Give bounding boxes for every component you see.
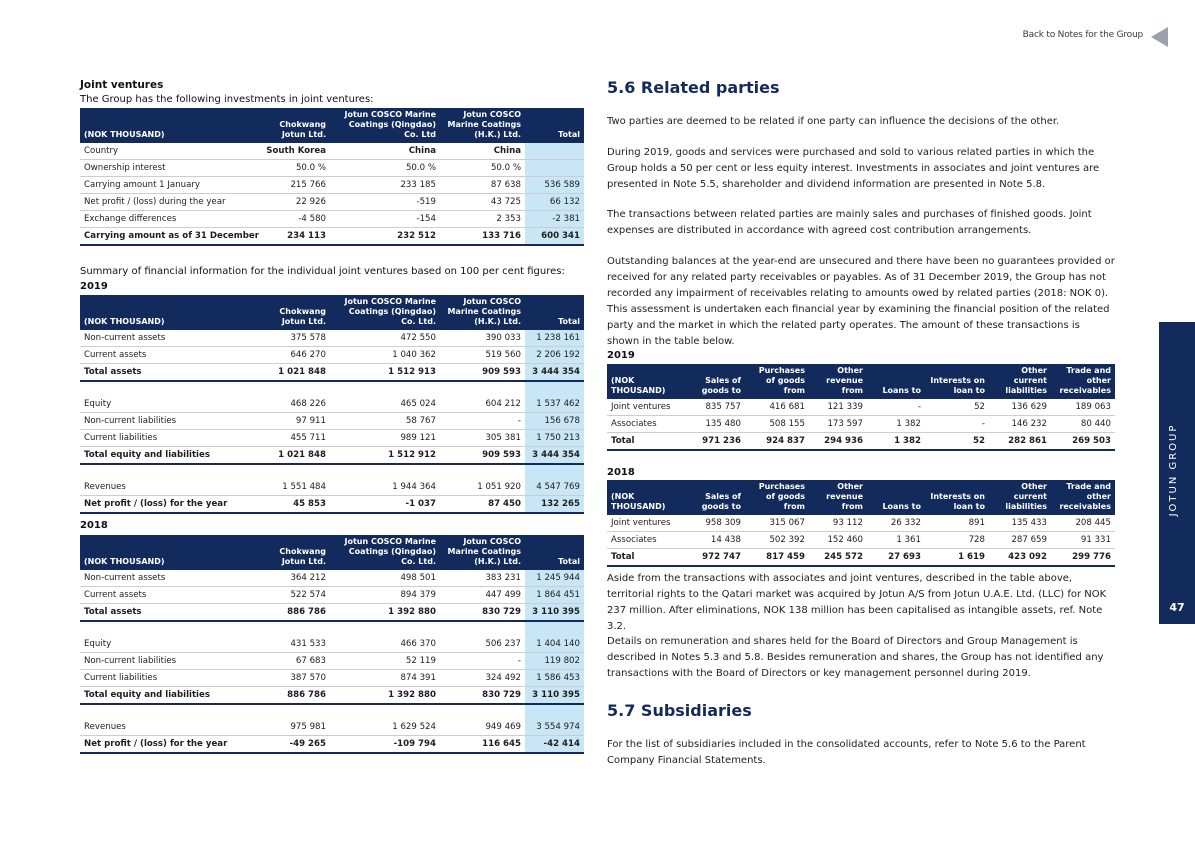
cell-value: 886 786 (250, 604, 330, 622)
related-p3: The transactions between related parties are mainly sales and purchases of finished goods. Joint expenses are distributed in accordance with agreed cost contribution arrangements. (607, 209, 1092, 236)
related-parties-heading: 5.6 Related parties (607, 78, 780, 97)
cell-value: 80 440 (1051, 416, 1115, 433)
cell-value: 364 212 (250, 570, 330, 587)
cell-value: 3 110 395 (525, 687, 584, 705)
cell-value: 958 309 (687, 515, 745, 532)
cell-value: 282 861 (989, 433, 1051, 451)
cell-value: 1 750 213 (525, 430, 584, 447)
row-label: Revenues (80, 479, 250, 496)
cell-value: 52 (925, 433, 989, 451)
row-label: Revenues (80, 719, 250, 736)
cell-value: China (440, 143, 525, 160)
cell-value: 1 051 920 (440, 479, 525, 496)
cell-value: - (925, 416, 989, 433)
cell-value: 121 339 (809, 399, 867, 416)
cell-value: 22 926 (250, 194, 330, 211)
cell-value: -109 794 (330, 736, 440, 754)
cell-value: 1 392 880 (330, 687, 440, 705)
cell-value: -1 037 (330, 496, 440, 514)
column-header: (NOK THOUSAND) (80, 108, 250, 143)
cell-value: 1 551 484 (250, 479, 330, 496)
cell-value: 989 121 (330, 430, 440, 447)
table-row (80, 381, 584, 396)
table-row (607, 549, 1115, 567)
column-header: Sales of goods to (687, 480, 745, 515)
jv-title: Joint ventures (80, 79, 164, 91)
cell-value: 1 040 362 (330, 347, 440, 364)
cell-value: - (440, 413, 525, 430)
row-label: Current assets (80, 347, 250, 364)
cell-value: 1 392 880 (330, 604, 440, 622)
cell-value: 67 683 (250, 653, 330, 670)
table-row (80, 413, 584, 430)
row-label: Carrying amount 1 January (80, 177, 250, 194)
row-label: Total (607, 433, 687, 451)
column-header: (NOK THOUSAND) (607, 480, 687, 515)
table-row (80, 704, 584, 719)
row-label: Associates (607, 416, 687, 433)
row-label: Current assets (80, 587, 250, 604)
table-row (80, 464, 584, 479)
cell-value: -154 (330, 211, 440, 228)
table-row (80, 396, 584, 413)
cell-value: 390 033 (440, 330, 525, 347)
cell-value: 1 512 913 (330, 364, 440, 382)
table-row (607, 532, 1115, 549)
cell-value: 45 853 (250, 496, 330, 514)
cell-value: 817 459 (745, 549, 809, 567)
cell-value: 135 480 (687, 416, 745, 433)
table-row (80, 479, 584, 496)
summary-2019-year: 2019 (80, 281, 108, 292)
cell-value: 604 212 (440, 396, 525, 413)
table-row (80, 211, 584, 228)
summary-2018-table (80, 535, 584, 754)
related-2018-table (607, 480, 1115, 567)
jv-investments-table (80, 108, 584, 246)
cell-value: 189 063 (1051, 399, 1115, 416)
table-row (80, 736, 584, 754)
cell-value: 133 716 (440, 228, 525, 246)
cell-value: 4 547 769 (525, 479, 584, 496)
cell-value: 455 711 (250, 430, 330, 447)
cell-value: 269 503 (1051, 433, 1115, 451)
cell-value: 536 589 (525, 177, 584, 194)
table-row (607, 433, 1115, 451)
page-number: 47 (1169, 601, 1185, 614)
table-row (80, 653, 584, 670)
row-label: Ownership interest (80, 160, 250, 177)
related-p5: Aside from the transactions with associates and joint ventures, described in the table above, territorial rights to the Qatari market was acquired by Jotun A/S from Jotun U.A.E. Ltd. (LLC) for NOK 237 million. After eliminations, NOK 138 million has been capitalised as intangible assets, ref. Note 3.2. (607, 573, 1107, 632)
cell-value: 1 238 161 (525, 330, 584, 347)
column-header: Jotun COSCO Marine Coatings (Qingdao) Co. Ltd. (330, 535, 440, 570)
table-row (80, 447, 584, 465)
column-header: Total (525, 108, 584, 143)
table-row (80, 719, 584, 736)
cell-value: 173 597 (809, 416, 867, 433)
cell-value: 50.0 % (330, 160, 440, 177)
table-row (80, 177, 584, 194)
cell-value: -4 580 (250, 211, 330, 228)
column-header: Purchases of goods from (745, 364, 809, 399)
cell-value: 423 092 (989, 549, 1051, 567)
column-header: Purchases of goods from (745, 480, 809, 515)
cell-value: - (867, 399, 925, 416)
cell-value: 519 560 (440, 347, 525, 364)
table-row (80, 636, 584, 653)
row-label: Current liabilities (80, 430, 250, 447)
table-row (80, 570, 584, 587)
cell-value: 87 638 (440, 177, 525, 194)
table-row (80, 143, 584, 160)
column-header: Total (525, 295, 584, 330)
column-header: Chokwang Jotun Ltd. (250, 108, 330, 143)
row-label: Total equity and liabilities (80, 687, 250, 705)
cell-value: 1 382 (867, 433, 925, 451)
cell-value: 58 767 (330, 413, 440, 430)
cell-value: -2 381 (525, 211, 584, 228)
side-tab-label: JOTUN GROUP (1168, 423, 1179, 517)
cell-value: - (440, 653, 525, 670)
cell-value: 949 469 (440, 719, 525, 736)
table-row (80, 330, 584, 347)
column-header: Other current liabilities (989, 480, 1051, 515)
cell-value: 498 501 (330, 570, 440, 587)
column-header: (NOK THOUSAND) (607, 364, 687, 399)
row-label: Total assets (80, 364, 250, 382)
cell-value: 468 226 (250, 396, 330, 413)
column-header: Interests on loan to (925, 364, 989, 399)
cell-value: 835 757 (687, 399, 745, 416)
cell-value: 146 232 (989, 416, 1051, 433)
column-header: Other revenue from (809, 480, 867, 515)
cell-value: 1 361 (867, 532, 925, 549)
cell-value: 506 237 (440, 636, 525, 653)
cell-value: 299 776 (1051, 549, 1115, 567)
row-label: Non-current assets (80, 330, 250, 347)
cell-value: 465 024 (330, 396, 440, 413)
row-label: Non-current liabilities (80, 653, 250, 670)
table-row (80, 670, 584, 687)
cell-value: 1 021 848 (250, 364, 330, 382)
cell-value: -519 (330, 194, 440, 211)
cell-value: 1 586 453 (525, 670, 584, 687)
cell-value: 1 382 (867, 416, 925, 433)
cell-value: 728 (925, 532, 989, 549)
table-row (607, 416, 1115, 433)
row-label: Exchange differences (80, 211, 250, 228)
cell-value: 50.0 % (440, 160, 525, 177)
row-label: Non-current liabilities (80, 413, 250, 430)
column-header: Trade and other receivables (1051, 480, 1115, 515)
cell-value: 522 574 (250, 587, 330, 604)
summary-2019-table (80, 295, 584, 514)
column-header: Loans to (867, 364, 925, 399)
row-label: Joint ventures (607, 515, 687, 532)
related-2019-year: 2019 (607, 350, 635, 361)
column-header: Interests on loan to (925, 480, 989, 515)
cell-value: 600 341 (525, 228, 584, 246)
related-p2: During 2019, goods and services were purchased and sold to various related parties in which the Group holds a 50 per cent or less equity interest. Investments in associates and joint ventures are presented in Note 5.5, shareholder and dividend information are presented in Note 5.8. (607, 147, 1100, 190)
subsidiaries-heading: 5.7 Subsidiaries (607, 701, 752, 720)
cell-value: 466 370 (330, 636, 440, 653)
row-label: Total assets (80, 604, 250, 622)
cell-value: 26 332 (867, 515, 925, 532)
cell-value: 14 438 (687, 532, 745, 549)
cell-value (525, 143, 584, 160)
related-p1: Two parties are deemed to be related if one party can influence the decisions of the other. (607, 116, 1060, 127)
cell-value: 43 725 (440, 194, 525, 211)
cell-value: China (330, 143, 440, 160)
cell-value: 294 936 (809, 433, 867, 451)
related-2019-table (607, 364, 1115, 451)
cell-value: 1 245 944 (525, 570, 584, 587)
cell-value: 156 678 (525, 413, 584, 430)
back-arrow-icon[interactable] (1151, 27, 1168, 47)
cell-value: 324 492 (440, 670, 525, 687)
table-row (80, 430, 584, 447)
column-header: Other current liabilities (989, 364, 1051, 399)
cell-value: 233 185 (330, 177, 440, 194)
row-label: Carrying amount as of 31 December (80, 228, 250, 246)
cell-value: 234 113 (250, 228, 330, 246)
cell-value: 116 645 (440, 736, 525, 754)
cell-value: 3 554 974 (525, 719, 584, 736)
column-header: (NOK THOUSAND) (80, 535, 250, 570)
column-header: Sales of goods to (687, 364, 745, 399)
column-header: Chokwang Jotun Ltd. (250, 295, 330, 330)
table-row (607, 399, 1115, 416)
column-header: Jotun COSCO Marine Coatings (Qingdao) Co. Ltd. (330, 295, 440, 330)
row-label: Net profit / (loss) during the year (80, 194, 250, 211)
cell-value: 3 444 354 (525, 364, 584, 382)
cell-value: 287 659 (989, 532, 1051, 549)
row-label: Net profit / (loss) for the year (80, 496, 250, 514)
related-p6: Details on remuneration and shares held for the Board of Directors and Group Management is described in Notes 5.3 and 5.8. Besides remuneration and shares, the Group has not identified any transactions with the Board of Directors or key management personnel during 2019. (607, 636, 1104, 679)
cell-value: 136 629 (989, 399, 1051, 416)
cell-value: 91 331 (1051, 532, 1115, 549)
cell-value: 93 112 (809, 515, 867, 532)
cell-value: 975 981 (250, 719, 330, 736)
cell-value: -49 265 (250, 736, 330, 754)
table-row (80, 347, 584, 364)
cell-value: 50.0 % (250, 160, 330, 177)
column-header: Jotun COSCO Marine Coatings (H.K.) Ltd. (440, 295, 525, 330)
cell-value: 909 593 (440, 364, 525, 382)
cell-value: 2 353 (440, 211, 525, 228)
cell-value: 886 786 (250, 687, 330, 705)
column-header: Chokwang Jotun Ltd. (250, 535, 330, 570)
cell-value: 431 533 (250, 636, 330, 653)
cell-value: 502 392 (745, 532, 809, 549)
cell-value: 383 231 (440, 570, 525, 587)
back-to-notes-link[interactable]: Back to Notes for the Group (1022, 30, 1143, 40)
related-2018-year: 2018 (607, 467, 635, 478)
cell-value: 909 593 (440, 447, 525, 465)
column-header: Loans to (867, 480, 925, 515)
cell-value: 232 512 (330, 228, 440, 246)
cell-value: 3 110 395 (525, 604, 584, 622)
table-row (80, 194, 584, 211)
cell-value: 1 512 912 (330, 447, 440, 465)
row-label: Net profit / (loss) for the year (80, 736, 250, 754)
table-row (80, 621, 584, 636)
cell-value: 52 (925, 399, 989, 416)
cell-value: 97 911 (250, 413, 330, 430)
summary-intro: Summary of financial information for the individual joint ventures based on 100 per cent figures: (80, 266, 565, 277)
column-header: Jotun COSCO Marine Coatings (H.K.) Ltd. (440, 535, 525, 570)
cell-value: 315 067 (745, 515, 809, 532)
row-label: Total (607, 549, 687, 567)
row-label: Equity (80, 636, 250, 653)
cell-value: 1 537 462 (525, 396, 584, 413)
cell-value: 1 864 451 (525, 587, 584, 604)
cell-value: 27 693 (867, 549, 925, 567)
cell-value: 972 747 (687, 549, 745, 567)
row-label: Country (80, 143, 250, 160)
cell-value: 3 444 354 (525, 447, 584, 465)
cell-value: 894 379 (330, 587, 440, 604)
jv-intro: The Group has the following investments in joint ventures: (80, 94, 374, 105)
cell-value: 135 433 (989, 515, 1051, 532)
cell-value: 87 450 (440, 496, 525, 514)
cell-value: 152 460 (809, 532, 867, 549)
row-label: Current liabilities (80, 670, 250, 687)
row-label: Total equity and liabilities (80, 447, 250, 465)
table-row (80, 160, 584, 177)
cell-value: 215 766 (250, 177, 330, 194)
table-row (80, 228, 584, 246)
cell-value: 1 021 848 (250, 447, 330, 465)
cell-value: 971 236 (687, 433, 745, 451)
cell-value: 447 499 (440, 587, 525, 604)
cell-value: 208 445 (1051, 515, 1115, 532)
table-row (80, 364, 584, 382)
cell-value: 1 629 524 (330, 719, 440, 736)
cell-value (525, 160, 584, 177)
cell-value: 375 578 (250, 330, 330, 347)
cell-value: 1 619 (925, 549, 989, 567)
table-row (80, 496, 584, 514)
cell-value: 52 119 (330, 653, 440, 670)
cell-value: 646 270 (250, 347, 330, 364)
cell-value: 416 681 (745, 399, 809, 416)
subsidiaries-p1: For the list of subsidiaries included in the consolidated accounts, refer to Note 5.6 to the Parent Company Financial Statements. (607, 739, 1086, 766)
cell-value: -42 414 (525, 736, 584, 754)
cell-value: 119 802 (525, 653, 584, 670)
cell-value: 830 729 (440, 604, 525, 622)
cell-value: 245 572 (809, 549, 867, 567)
table-row (607, 515, 1115, 532)
table-row (80, 604, 584, 622)
column-header: Trade and other receivables (1051, 364, 1115, 399)
column-header: Jotun COSCO Marine Coatings (H.K.) Ltd. (440, 108, 525, 143)
row-label: Associates (607, 532, 687, 549)
cell-value: 1 404 140 (525, 636, 584, 653)
column-header: Other revenue from (809, 364, 867, 399)
table-row (80, 687, 584, 705)
row-label: Joint ventures (607, 399, 687, 416)
row-label: Equity (80, 396, 250, 413)
cell-value: 874 391 (330, 670, 440, 687)
column-header: Jotun COSCO Marine Coatings (Qingdao) Co. Ltd (330, 108, 440, 143)
cell-value: 891 (925, 515, 989, 532)
cell-value: 305 381 (440, 430, 525, 447)
cell-value: 472 550 (330, 330, 440, 347)
column-header: (NOK THOUSAND) (80, 295, 250, 330)
cell-value: 387 570 (250, 670, 330, 687)
column-header: Total (525, 535, 584, 570)
cell-value: 924 837 (745, 433, 809, 451)
cell-value: 830 729 (440, 687, 525, 705)
summary-2018-year: 2018 (80, 520, 108, 531)
cell-value: 2 206 192 (525, 347, 584, 364)
cell-value: 132 265 (525, 496, 584, 514)
cell-value: 508 155 (745, 416, 809, 433)
related-p4: Outstanding balances at the year-end are unsecured and there have been no guarantees provided or received for any related party receivables or payables. As of 31 December 2019, the Group has not recorded any impairment of receivables relating to amounts owed by related parties (2018: NOK 0). This assessment is undertaken each financial year by examining the financial position of the related party and the market in which the related party operates. The amount of these transactions is shown in the table below. (607, 256, 1115, 347)
row-label: Non-current assets (80, 570, 250, 587)
cell-value: 66 132 (525, 194, 584, 211)
cell-value: 1 944 364 (330, 479, 440, 496)
cell-value: South Korea (250, 143, 330, 160)
table-row (80, 587, 584, 604)
